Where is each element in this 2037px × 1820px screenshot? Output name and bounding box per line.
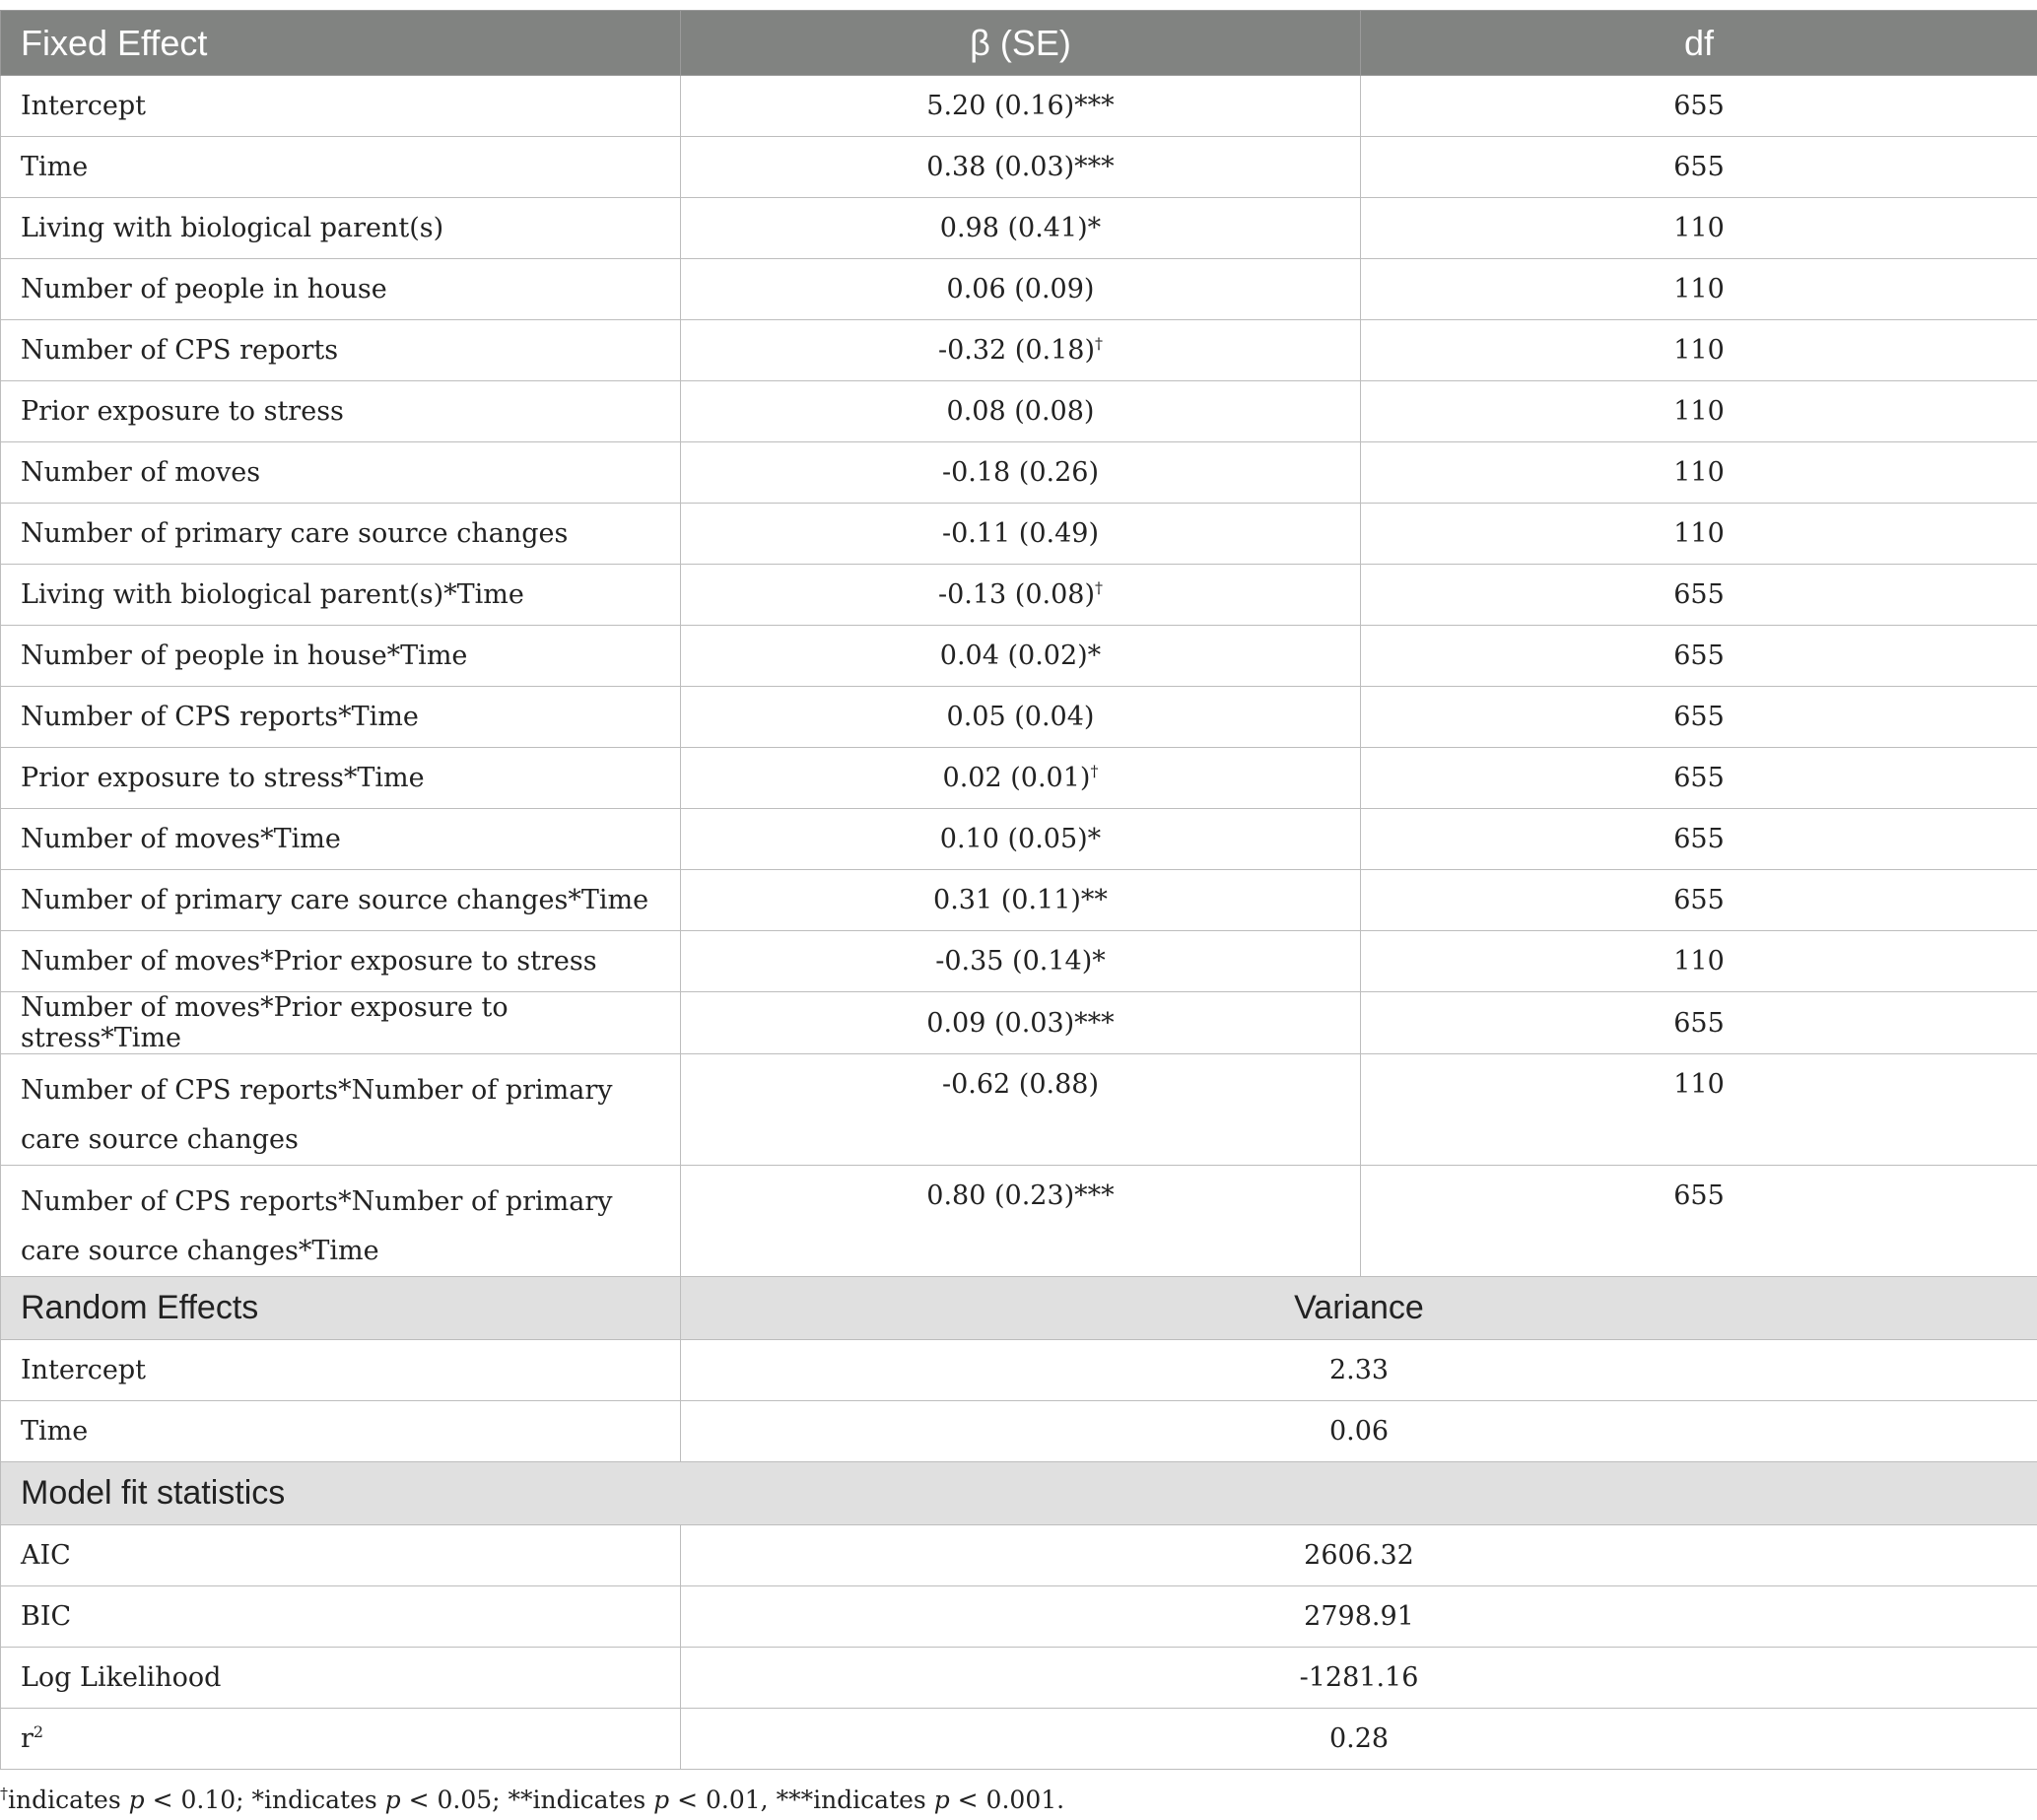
beta-se-value: 0.09 (0.03)*** [926, 1007, 1115, 1039]
beta-se-value: -0.11 (0.49) [941, 518, 1099, 549]
footnote-p-symbol: p [128, 1786, 145, 1814]
df-cell: 655 [1361, 992, 2037, 1054]
table-row [1, 809, 2037, 870]
fit-statistic-label-text: Log Likelihood [21, 1662, 222, 1693]
table-footnote [0, 1786, 2037, 1814]
table-header-row [1, 11, 2037, 76]
df-cell: 655 [1361, 809, 2037, 870]
variance-value: 2.33 [681, 1340, 2037, 1401]
footnote-p-symbol: p [653, 1786, 670, 1814]
significance-dagger: † [1095, 578, 1103, 597]
table-row [1, 1340, 2037, 1401]
footnote-p-symbol: p [933, 1786, 950, 1814]
beta-se-cell [681, 1166, 1361, 1277]
table-row [1, 504, 2037, 565]
label-superscript: 2 [33, 1722, 44, 1741]
fixed-effect-label: Living with biological parent(s)*Time [1, 565, 681, 626]
beta-se-value: -0.13 (0.08) [937, 579, 1095, 610]
df-cell: 110 [1361, 320, 2037, 381]
df-cell: 655 [1361, 137, 2037, 198]
beta-se-value: 0.10 (0.05)* [939, 824, 1102, 854]
beta-se-cell [681, 748, 1361, 809]
table-row [1, 1401, 2037, 1462]
random-effect-label: Time [1, 1401, 681, 1462]
beta-se-value: 0.08 (0.08) [946, 396, 1095, 427]
fit-statistic-label-text: AIC [21, 1540, 71, 1571]
beta-se-cell [681, 137, 1361, 198]
df-cell: 110 [1361, 259, 2037, 320]
table-row [1, 198, 2037, 259]
fixed-effect-label: Number of CPS reports*Time [1, 687, 681, 748]
df-cell: 110 [1361, 1054, 2037, 1166]
beta-se-value: 0.80 (0.23)*** [926, 1180, 1115, 1211]
table-row [1, 748, 2037, 809]
footnote-dagger: † [0, 1784, 8, 1803]
fixed-effect-label: Time [1, 137, 681, 198]
fixed-effect-label: Living with biological parent(s) [1, 198, 681, 259]
beta-se-cell [681, 1054, 1361, 1166]
table-row [1, 1525, 2037, 1586]
table-row [1, 687, 2037, 748]
table-row [1, 565, 2037, 626]
table-row [1, 259, 2037, 320]
table-row [1, 1586, 2037, 1648]
footnote-text: < 0.001. [949, 1786, 1065, 1814]
df-cell: 110 [1361, 504, 2037, 565]
fixed-effect-label: Number of moves*Prior exposure to stress*Time [1, 992, 681, 1054]
beta-se-value: 0.38 (0.03)*** [926, 152, 1115, 182]
df-cell: 655 [1361, 748, 2037, 809]
fit-statistic-label [1, 1586, 681, 1648]
table-row [1, 320, 2037, 381]
beta-se-value: 0.05 (0.04) [946, 702, 1095, 732]
fixed-effect-label: Number of moves [1, 442, 681, 504]
beta-se-cell [681, 626, 1361, 687]
beta-se-value: 0.02 (0.01) [942, 763, 1091, 793]
random-effects-section-row [1, 1277, 2037, 1340]
beta-se-cell [681, 259, 1361, 320]
beta-se-cell [681, 687, 1361, 748]
beta-se-cell [681, 198, 1361, 259]
fixed-effect-label: Number of CPS reports*Number of primary care source changes*Time [1, 1166, 681, 1277]
footnote-p-symbol: p [384, 1786, 401, 1814]
fit-statistic-label [1, 1648, 681, 1709]
df-cell: 655 [1361, 76, 2037, 137]
beta-se-value: 0.06 (0.09) [946, 274, 1095, 304]
fixed-effect-label: Number of moves*Prior exposure to stress [1, 931, 681, 992]
footnote-text: < 0.01, ***indicates [669, 1786, 934, 1814]
table-row [1, 442, 2037, 504]
random-effects-title: Random Effects [1, 1277, 681, 1340]
model-fit-title: Model fit statistics [1, 1462, 2037, 1525]
beta-se-cell [681, 76, 1361, 137]
fixed-effect-label: Number of moves*Time [1, 809, 681, 870]
df-cell: 110 [1361, 198, 2037, 259]
beta-se-cell [681, 320, 1361, 381]
results-table-container [0, 10, 2037, 1814]
table-row [1, 626, 2037, 687]
beta-se-cell [681, 504, 1361, 565]
header-fixed-effect: Fixed Effect [1, 11, 681, 76]
random-effects-body [1, 1277, 2037, 1462]
significance-dagger: † [1095, 334, 1103, 353]
header-df: df [1361, 11, 2037, 76]
df-cell: 655 [1361, 870, 2037, 931]
fit-statistic-value: 2606.32 [681, 1525, 2037, 1586]
header-beta-se: β (SE) [681, 11, 1361, 76]
df-cell: 110 [1361, 381, 2037, 442]
beta-se-value: 0.04 (0.02)* [939, 640, 1102, 671]
fit-statistic-label [1, 1525, 681, 1586]
table-row [1, 1709, 2037, 1770]
table-row [1, 870, 2037, 931]
fixed-effect-label: Number of primary care source changes [1, 504, 681, 565]
beta-se-value: 0.98 (0.41)* [939, 213, 1102, 243]
df-cell: 655 [1361, 1166, 2037, 1277]
beta-se-value: -0.32 (0.18) [937, 335, 1095, 366]
table-row [1, 992, 2037, 1054]
df-cell: 110 [1361, 442, 2037, 504]
beta-se-cell [681, 992, 1361, 1054]
fixed-effect-label: Intercept [1, 76, 681, 137]
fixed-effect-label: Prior exposure to stress [1, 381, 681, 442]
footnote-text: < 0.05; **indicates [400, 1786, 654, 1814]
df-cell: 655 [1361, 687, 2037, 748]
results-table [0, 10, 2037, 1770]
fit-statistic-value: 0.28 [681, 1709, 2037, 1770]
fixed-effect-label: Number of CPS reports*Number of primary care source changes [1, 1054, 681, 1166]
beta-se-value: 0.31 (0.11)** [933, 885, 1108, 915]
table-row [1, 137, 2037, 198]
df-cell: 655 [1361, 626, 2037, 687]
table-row [1, 76, 2037, 137]
random-effect-label: Intercept [1, 1340, 681, 1401]
significance-dagger: † [1090, 762, 1099, 780]
beta-se-cell [681, 442, 1361, 504]
model-fit-section-row [1, 1462, 2037, 1525]
beta-se-value: -0.62 (0.88) [941, 1069, 1099, 1100]
fixed-effect-label: Number of primary care source changes*Time [1, 870, 681, 931]
fit-statistic-label-text: BIC [21, 1601, 72, 1632]
df-cell: 110 [1361, 931, 2037, 992]
table-row [1, 1166, 2037, 1277]
beta-se-cell [681, 931, 1361, 992]
fixed-effect-label: Number of people in house [1, 259, 681, 320]
table-row [1, 1054, 2037, 1166]
df-cell: 655 [1361, 565, 2037, 626]
beta-se-value: 5.20 (0.16)*** [926, 91, 1115, 121]
beta-se-cell [681, 381, 1361, 442]
fixed-effect-label: Number of CPS reports [1, 320, 681, 381]
fit-statistic-label [1, 1709, 681, 1770]
model-fit-body [1, 1462, 2037, 1770]
footnote-text: < 0.10; *indicates [144, 1786, 385, 1814]
fit-statistic-value: 2798.91 [681, 1586, 2037, 1648]
beta-se-cell [681, 870, 1361, 931]
fixed-effects-body [1, 76, 2037, 1277]
beta-se-cell [681, 565, 1361, 626]
beta-se-value: -0.35 (0.14)* [935, 946, 1106, 977]
fixed-effect-label: Number of people in house*Time [1, 626, 681, 687]
variance-header: Variance [681, 1277, 2037, 1340]
table-row [1, 381, 2037, 442]
fit-statistic-label-text: r [21, 1723, 34, 1754]
fixed-effect-label: Prior exposure to stress*Time [1, 748, 681, 809]
fit-statistic-value: -1281.16 [681, 1648, 2037, 1709]
beta-se-value: -0.18 (0.26) [941, 457, 1099, 488]
variance-value: 0.06 [681, 1401, 2037, 1462]
table-row [1, 931, 2037, 992]
table-row [1, 1648, 2037, 1709]
footnote-text: indicates [8, 1786, 129, 1814]
beta-se-cell [681, 809, 1361, 870]
